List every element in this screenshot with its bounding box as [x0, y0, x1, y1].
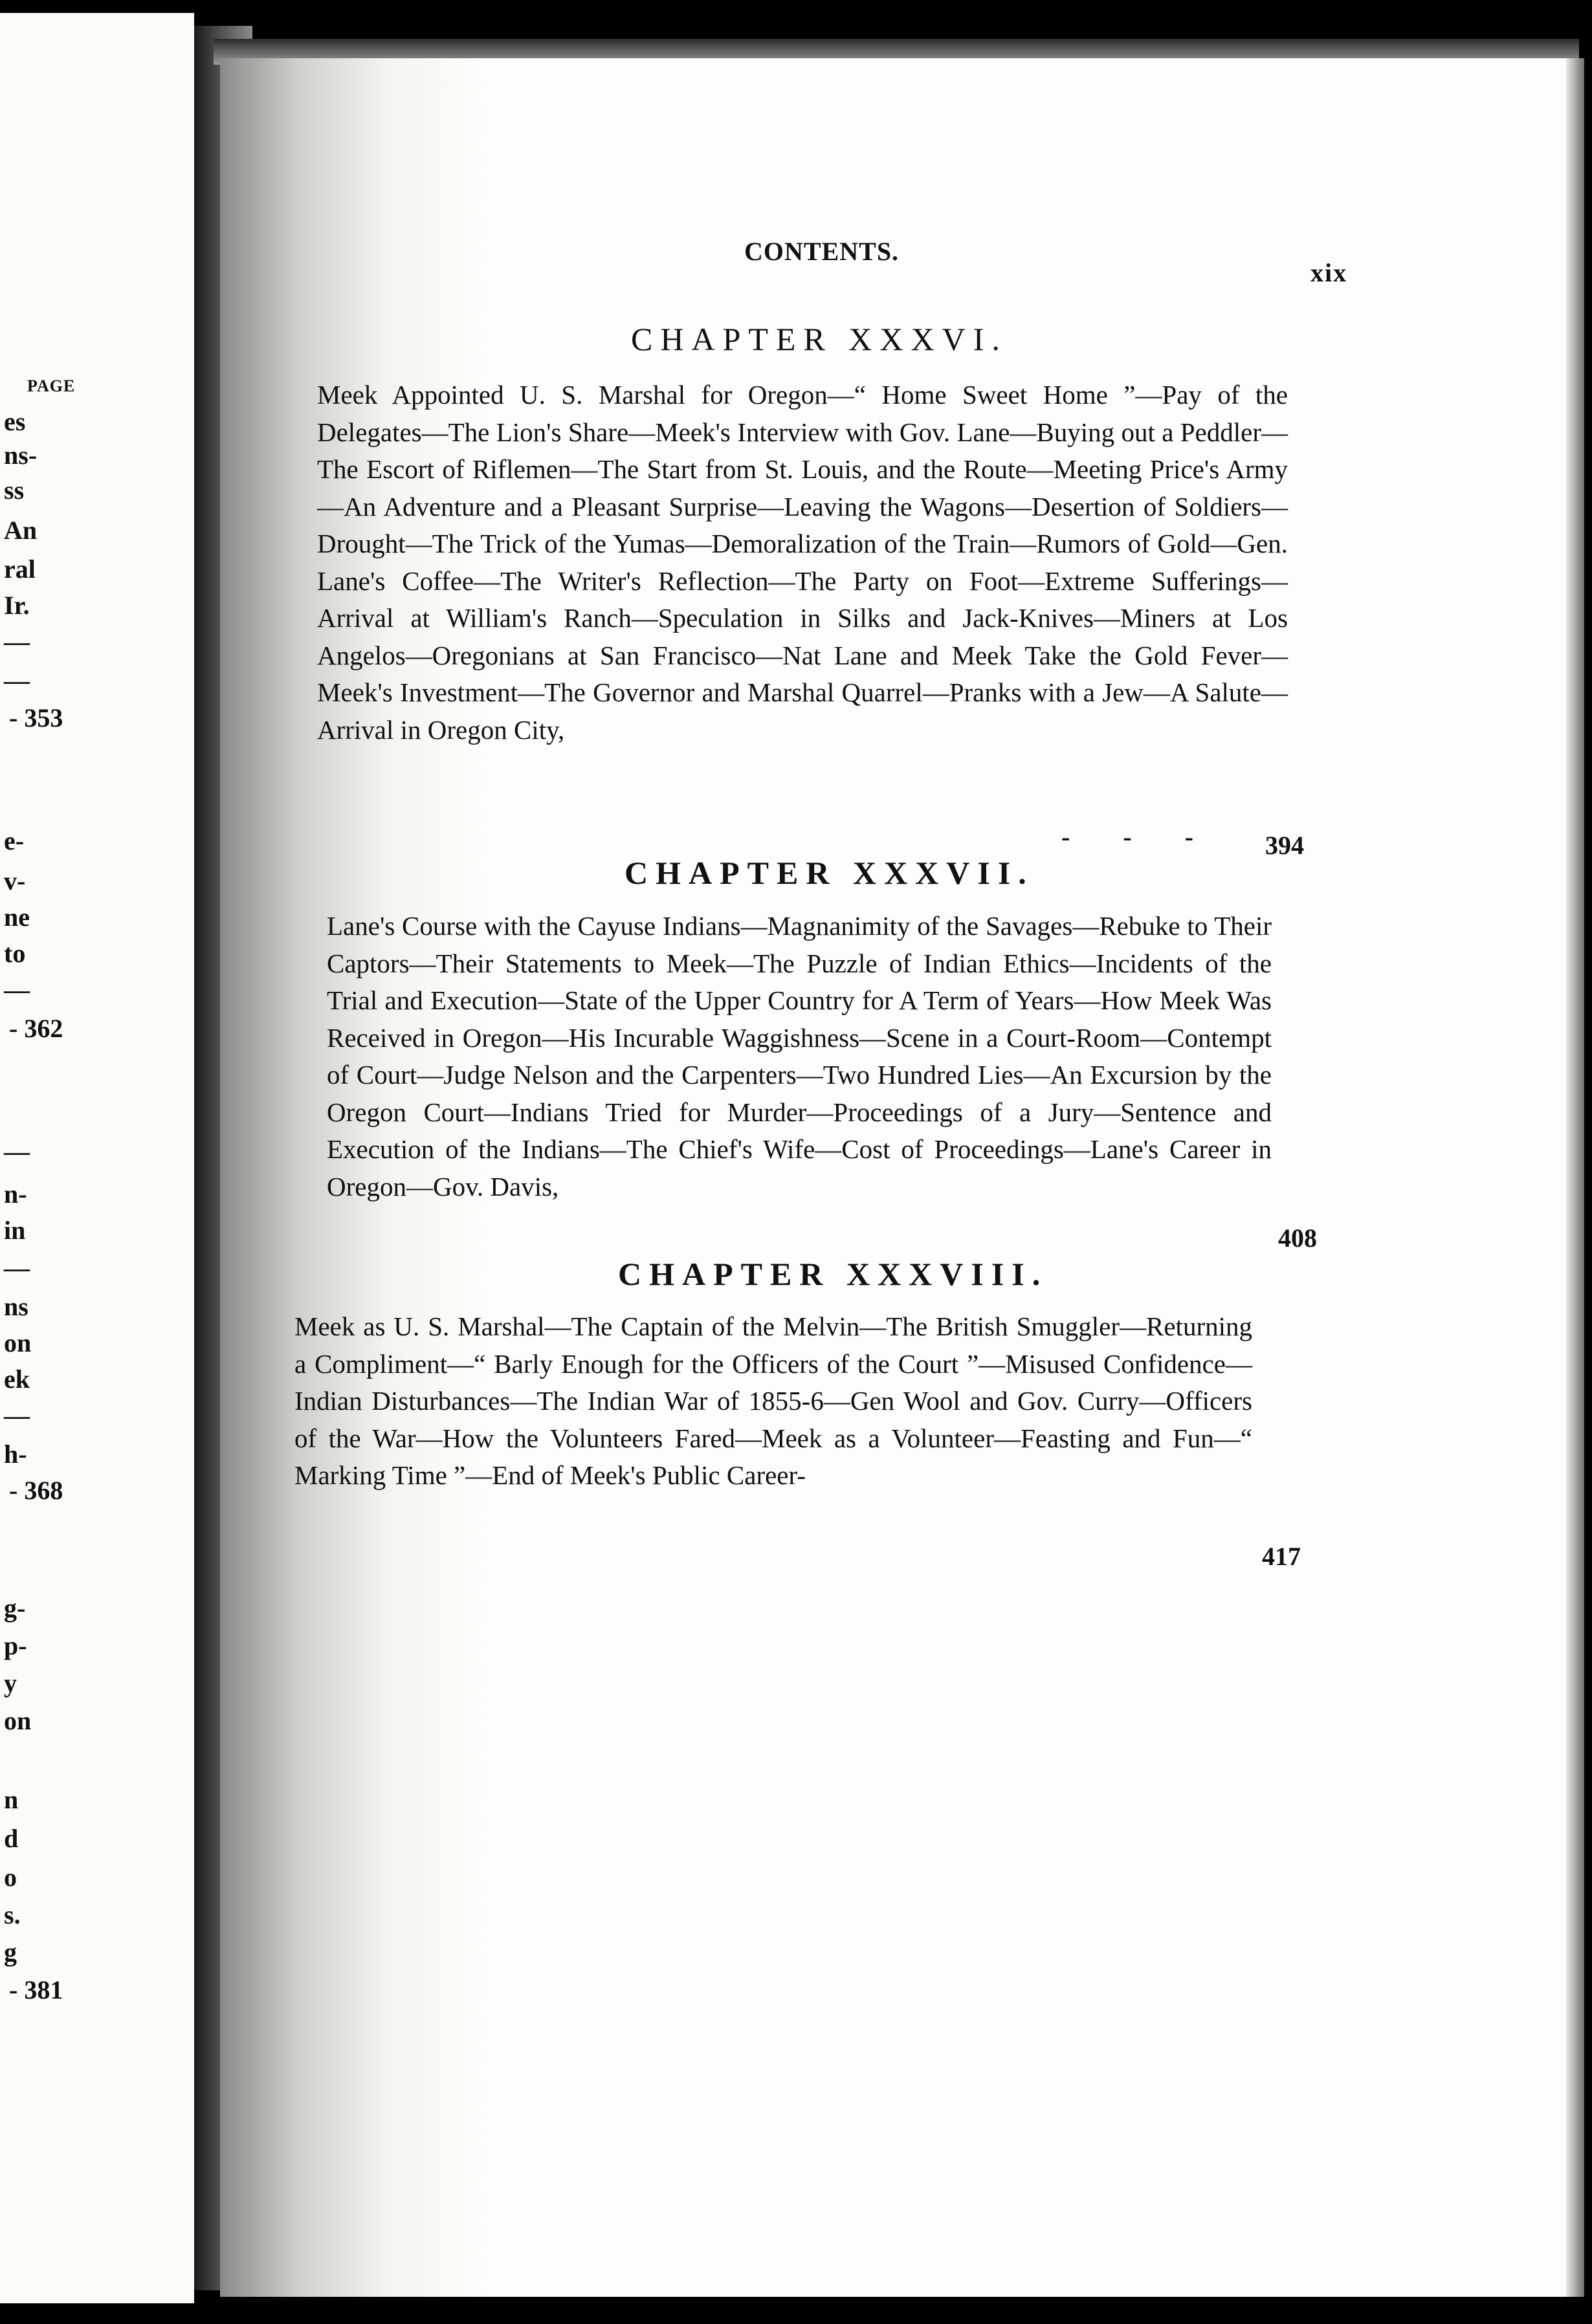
left-fragment: to: [4, 939, 26, 968]
left-fragment: o: [4, 1863, 17, 1892]
chapter-heading: CHAPTER XXXVI.: [631, 321, 1008, 357]
left-fragment: on: [4, 1706, 32, 1735]
left-fragment: n: [4, 1785, 19, 1814]
left-fragment: g: [4, 1938, 17, 1967]
folio: xix: [1310, 258, 1348, 287]
left-fragment: An: [4, 516, 38, 545]
left-page-number: - 368: [9, 1476, 63, 1505]
left-fragment: ns-: [4, 441, 38, 470]
left-fragment: g-: [4, 1594, 26, 1623]
left-fragment: ss: [4, 476, 25, 505]
left-fragment: h-: [4, 1440, 27, 1469]
left-fragment: e-: [4, 826, 25, 855]
left-fragment: p-: [4, 1631, 27, 1660]
left-fragment: —: [4, 1401, 30, 1430]
left-fragment: —: [4, 975, 30, 1004]
left-fragment: in: [4, 1216, 26, 1245]
chapter-heading: CHAPTER XXXVIII.: [618, 1256, 1048, 1292]
page-number: 417: [1262, 1542, 1301, 1571]
left-page-number: - 353: [9, 703, 63, 732]
page-number: 408: [1278, 1223, 1317, 1253]
left-fragment: ek: [4, 1365, 30, 1394]
left-fragment: Ir.: [4, 591, 30, 620]
left-fragment: ral: [4, 554, 36, 584]
left-page-number: - 362: [9, 1014, 63, 1043]
left-fragment: v-: [4, 866, 26, 895]
left-fragment: ns: [4, 1292, 28, 1321]
left-page-number: - 381: [9, 1975, 63, 2004]
chapter-summary: Lane's Course with the Cayuse Indians—Magnanimity of the Savages—Rebuke to Their Captors—Their Statements to Meek—The Puzzle of Indian Ethics—Incidents of the Trial and Execution—State of the Upper Country for A Term of Years—How Meek Was Received in Oregon—His Incurable Waggishness—Scene in a Court-Room—Contempt of Court—Judge Nelson and the Carpenters—Two Hundred Lies—An Excursion by the Oregon Court—Indians Tried for Murder—Proceedings of a Jury—Sentence and Execution of the Indians—The Chief's Wife—Cost of Proceedings—Lane's Career in Oregon—Gov. Davis,: [327, 911, 1272, 1201]
left-fragment: d: [4, 1824, 19, 1853]
left-fragment: —: [4, 1137, 30, 1166]
left-fragment: n-: [4, 1179, 27, 1209]
left-fragment: —: [4, 627, 30, 656]
left-fragment: y: [4, 1669, 17, 1698]
running-head: CONTENTS.: [744, 237, 900, 266]
left-fragment: —: [4, 666, 30, 695]
left-fragment: es: [4, 407, 26, 436]
chapter-summary: Meek Appointed U. S. Marshal for Oregon—“ Home Sweet Home ”—Pay of the Delegates—The Lion's Share—Meek's Interview with Gov. Lane—Buying out a Peddler—The Escort of Riflemen—The Start from St. Louis, and the Route—Meeting Price's Army—An Adventure and a Pleasant Surprise—Leaving the Wagons—Desertion of Soldiers—Drought—The Trick of the Yumas—Demoralization of the Train—Rumors of Gold—Gen. Lane's Coffee—The Writer's Reflection—The Party on Foot—Extreme Sufferings—Arrival at William's Ranch—Speculation in Silks and Jack-Knives—Miners at Los Angelos—Oregonians at San Francisco—Nat Lane and Meek Take the Gold Fever—Meek's Investment—The Governor and Marshal Quarrel—Pranks with a Jew—A Salute—Arrival in Oregon City,: [317, 380, 1288, 745]
left-fragment: ne: [4, 903, 30, 932]
left-fragment: —: [4, 1253, 30, 1282]
left-fragment: on: [4, 1328, 32, 1357]
page-right-edge: [1566, 58, 1584, 2297]
left-fragment: s.: [4, 1900, 21, 1929]
leader-dots: - - -: [1061, 822, 1217, 851]
chapter-summary: Meek as U. S. Marshal—The Captain of the Melvin—The British Smuggler—Returning a Compliment—“ Barly Enough for the Officers of the Court ”—Misused Confidence—Indian Disturbances—The Indian War of 1855-6—Gen Wool and Gov. Curry—Officers of the War—How the Volunteers Fared—Meek as a Volunteer—Feasting and Fun—“ Marking Time ”—End of Meek's Public Career-: [294, 1311, 1252, 1490]
left-page-header: PAGE: [27, 377, 76, 395]
chapter-heading: CHAPTER XXXVII.: [625, 855, 1034, 891]
page-number: 394: [1265, 831, 1304, 860]
